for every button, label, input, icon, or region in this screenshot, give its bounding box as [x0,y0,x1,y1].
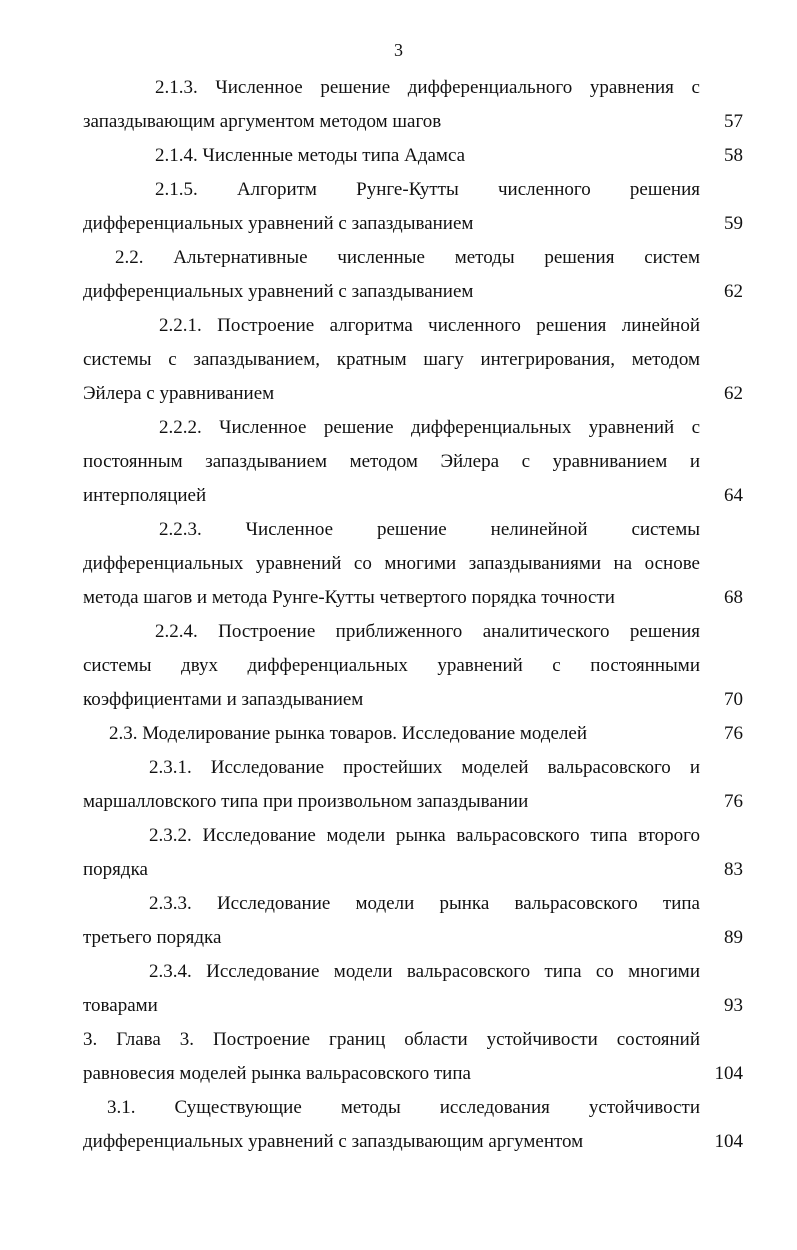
toc-entry-line: 2.2.1. Построение алгоритма численного решения линейной [159,315,700,336]
toc-entry-line: 2.2.4. Построение приближенного аналитического решения [155,621,700,642]
toc-entry-line: дифференциальных уравнений с запаздыванием [83,281,474,302]
toc-entry-2-2-3 [83,513,743,615]
toc-entry-line: 2.3. Моделирование рынка товаров. Исследование моделей [109,723,588,744]
toc-entry-line: интерполяцией [83,485,207,506]
toc-entry-line: дифференциальных уравнений со многими запаздываниями на основе [83,553,700,574]
toc-entry-line: порядка [83,859,148,880]
toc-entry-2-3-4 [83,955,743,1023]
toc-entry-line: системы с запаздыванием, кратным шагу интегрирования, методом [83,349,700,370]
toc-entry-line: 2.3.2. Исследование модели рынка вальрасовского типа второго [149,825,700,846]
toc-entry-line: дифференциальных уравнений с запаздывающим аргументом [83,1131,584,1152]
toc-entry-chapter-3 [83,1023,743,1091]
toc-entry-3-1 [83,1091,743,1159]
toc-page-ref: 104 [714,1063,743,1084]
toc-entry-line: 2.1.4. Численные методы типа Адамса [155,145,466,166]
toc-page-ref: 70 [724,689,743,710]
toc-entry-line: 2.2.2. Численное решение дифференциальных уравнений с [159,417,700,438]
toc-entry-2-1-4 [83,139,743,173]
toc-entry-line: Эйлера с уравниванием [83,383,275,404]
toc-entry-2-3-2 [83,819,743,887]
toc-page-ref: 57 [724,111,743,132]
toc-entry-2-3 [83,717,743,751]
toc-entry-line: третьего порядка [83,927,222,948]
toc-entry-line: 2.1.3. Численное решение дифференциального уравнения с [155,77,700,98]
page-number: 3 [394,40,403,60]
toc-entry-line: запаздывающим аргументом методом шагов [83,111,442,132]
toc-entry-line: 2.1.5. Алгоритм Рунге-Кутты численного решения [155,179,700,200]
toc-page-ref: 68 [724,587,743,608]
toc-entry-line: коэффициентами и запаздыванием [83,689,364,710]
toc-entry-2-1-5 [83,173,743,241]
table-of-contents [83,71,743,1159]
toc-entry-line: постоянным запаздыванием методом Эйлера с уравниванием и [83,451,700,472]
toc-entry-2-2 [83,241,743,309]
toc-page-ref: 62 [724,281,743,302]
toc-page-ref: 104 [714,1131,743,1152]
toc-page-ref: 76 [724,791,743,812]
toc-entry-2-2-1 [83,309,743,411]
toc-entry-line: 3. Глава 3. Построение границ области устойчивости состояний [83,1029,700,1050]
toc-page-ref: 83 [724,859,743,880]
toc-entry-line: 2.2. Альтернативные численные методы решения систем [115,247,700,268]
toc-entry-line: метода шагов и метода Рунге-Кутты четвертого порядка точности [83,587,615,608]
toc-entry-2-2-2 [83,411,743,513]
toc-entry-line: системы двух дифференциальных уравнений с постоянными [83,655,700,676]
toc-entry-2-2-4 [83,615,743,717]
toc-entry-line: маршалловского типа при произвольном запаздывании [83,791,529,812]
toc-entry-2-3-1 [83,751,743,819]
toc-entry-line: дифференциальных уравнений с запаздыванием [83,213,474,234]
toc-page-ref: 89 [724,927,743,948]
toc-entry-2-1-3 [83,71,743,139]
toc-page-ref: 59 [724,213,743,234]
toc-entry-line: 2.2.3. Численное решение нелинейной системы [159,519,700,540]
toc-entry-line: товарами [83,995,158,1016]
toc-entry-line: 3.1. Существующие методы исследования устойчивости [107,1097,700,1118]
toc-page-ref: 64 [724,485,743,506]
toc-entry-line: равновесия моделей рынка вальрасовского типа [83,1063,471,1084]
toc-entry-line: 2.3.3. Исследование модели рынка вальрасовского типа [149,893,700,914]
toc-entry-line: 2.3.4. Исследование модели вальрасовского типа со многими [149,961,700,982]
toc-entry-line: 2.3.1. Исследование простейших моделей вальрасовского и [149,757,700,778]
toc-page-ref: 93 [724,995,743,1016]
toc-entry-2-3-3 [83,887,743,955]
toc-page-ref: 58 [724,145,743,166]
toc-page-ref: 76 [724,723,743,744]
toc-page-ref: 62 [724,383,743,404]
